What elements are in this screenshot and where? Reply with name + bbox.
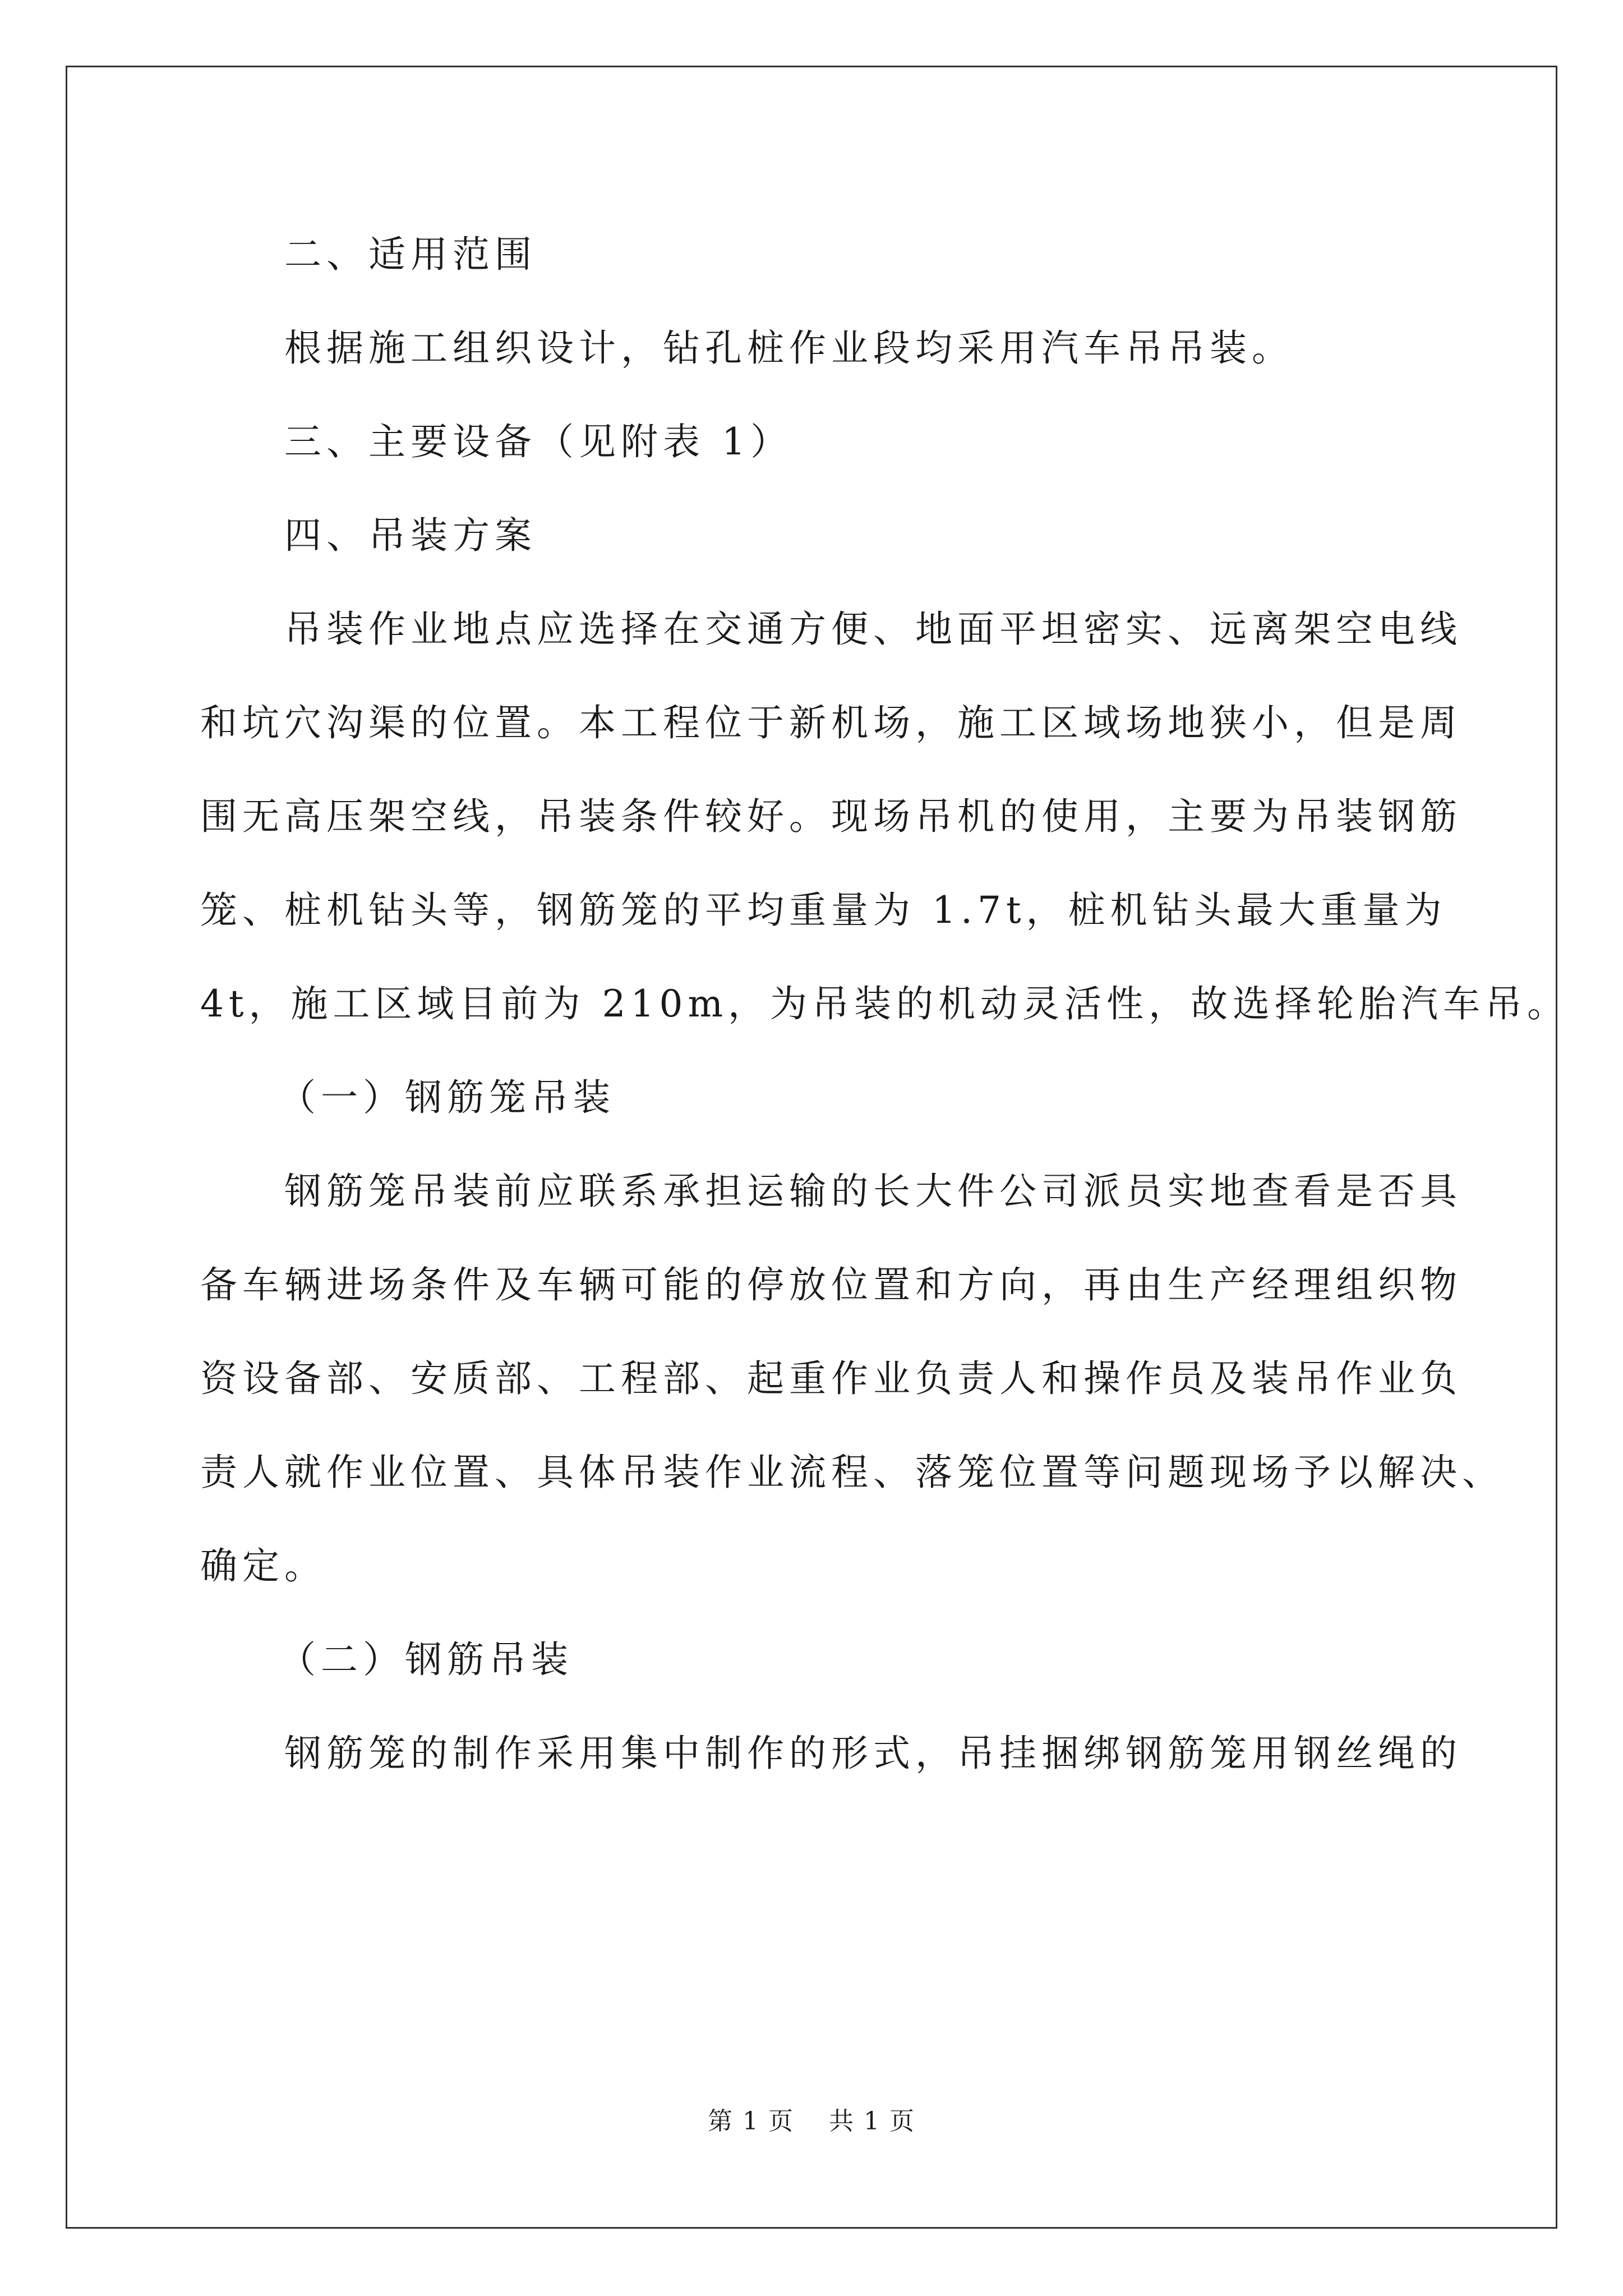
subsection-heading-rebar: （二）钢筋吊装	[279, 1638, 573, 1681]
paragraph-line: 资设备部、安质部、工程部、起重作业负责人和操作员及装吊作业负	[200, 1357, 1462, 1400]
subsection-heading-cage: （一）钢筋笼吊装	[279, 1076, 615, 1119]
paragraph-line: 根据施工组织设计，钻孔桩作业段均采用汽车吊吊装。	[284, 326, 1294, 370]
section-heading-equipment: 三、主要设备（见附表 1）	[284, 420, 792, 463]
paragraph-line: 钢筋笼吊装前应联系承担运输的长大件公司派员实地查看是否具	[284, 1170, 1462, 1213]
paragraph-line: 4t，施工区域目前为 210m，为吊装的机动灵活性，故选择轮胎汽车吊。	[200, 982, 1570, 1025]
paragraph-line: 备车辆进场条件及车辆可能的停放位置和方向，再由生产经理组织物	[200, 1263, 1462, 1306]
paragraph-line: 钢筋笼的制作采用集中制作的形式，吊挂捆绑钢筋笼用钢丝绳的	[284, 1732, 1462, 1775]
paragraph-line: 围无高压架空线，吊装条件较好。现场吊机的使用，主要为吊装钢筋	[200, 795, 1462, 838]
paragraph-line: 吊装作业地点应选择在交通方便、地面平坦密实、远离架空电线	[284, 608, 1462, 651]
paragraph-line: 确定。	[200, 1544, 326, 1588]
document-body	[200, 208, 1570, 1800]
section-heading-plan: 四、吊装方案	[284, 514, 537, 557]
paragraph-line: 责人就作业位置、具体吊装作业流程、落笼位置等问题现场予以解决、	[200, 1451, 1504, 1494]
section-heading-scope: 二、适用范围	[284, 233, 537, 276]
page-number-footer: 第 1 页 共 1 页	[708, 2107, 915, 2136]
paragraph-line: 和坑穴沟渠的位置。本工程位于新机场，施工区域场地狭小，但是周	[200, 701, 1462, 744]
paragraph-line: 笼、桩机钻头等，钢筋笼的平均重量为 1.7t，桩机钻头最大重量为	[200, 889, 1447, 932]
